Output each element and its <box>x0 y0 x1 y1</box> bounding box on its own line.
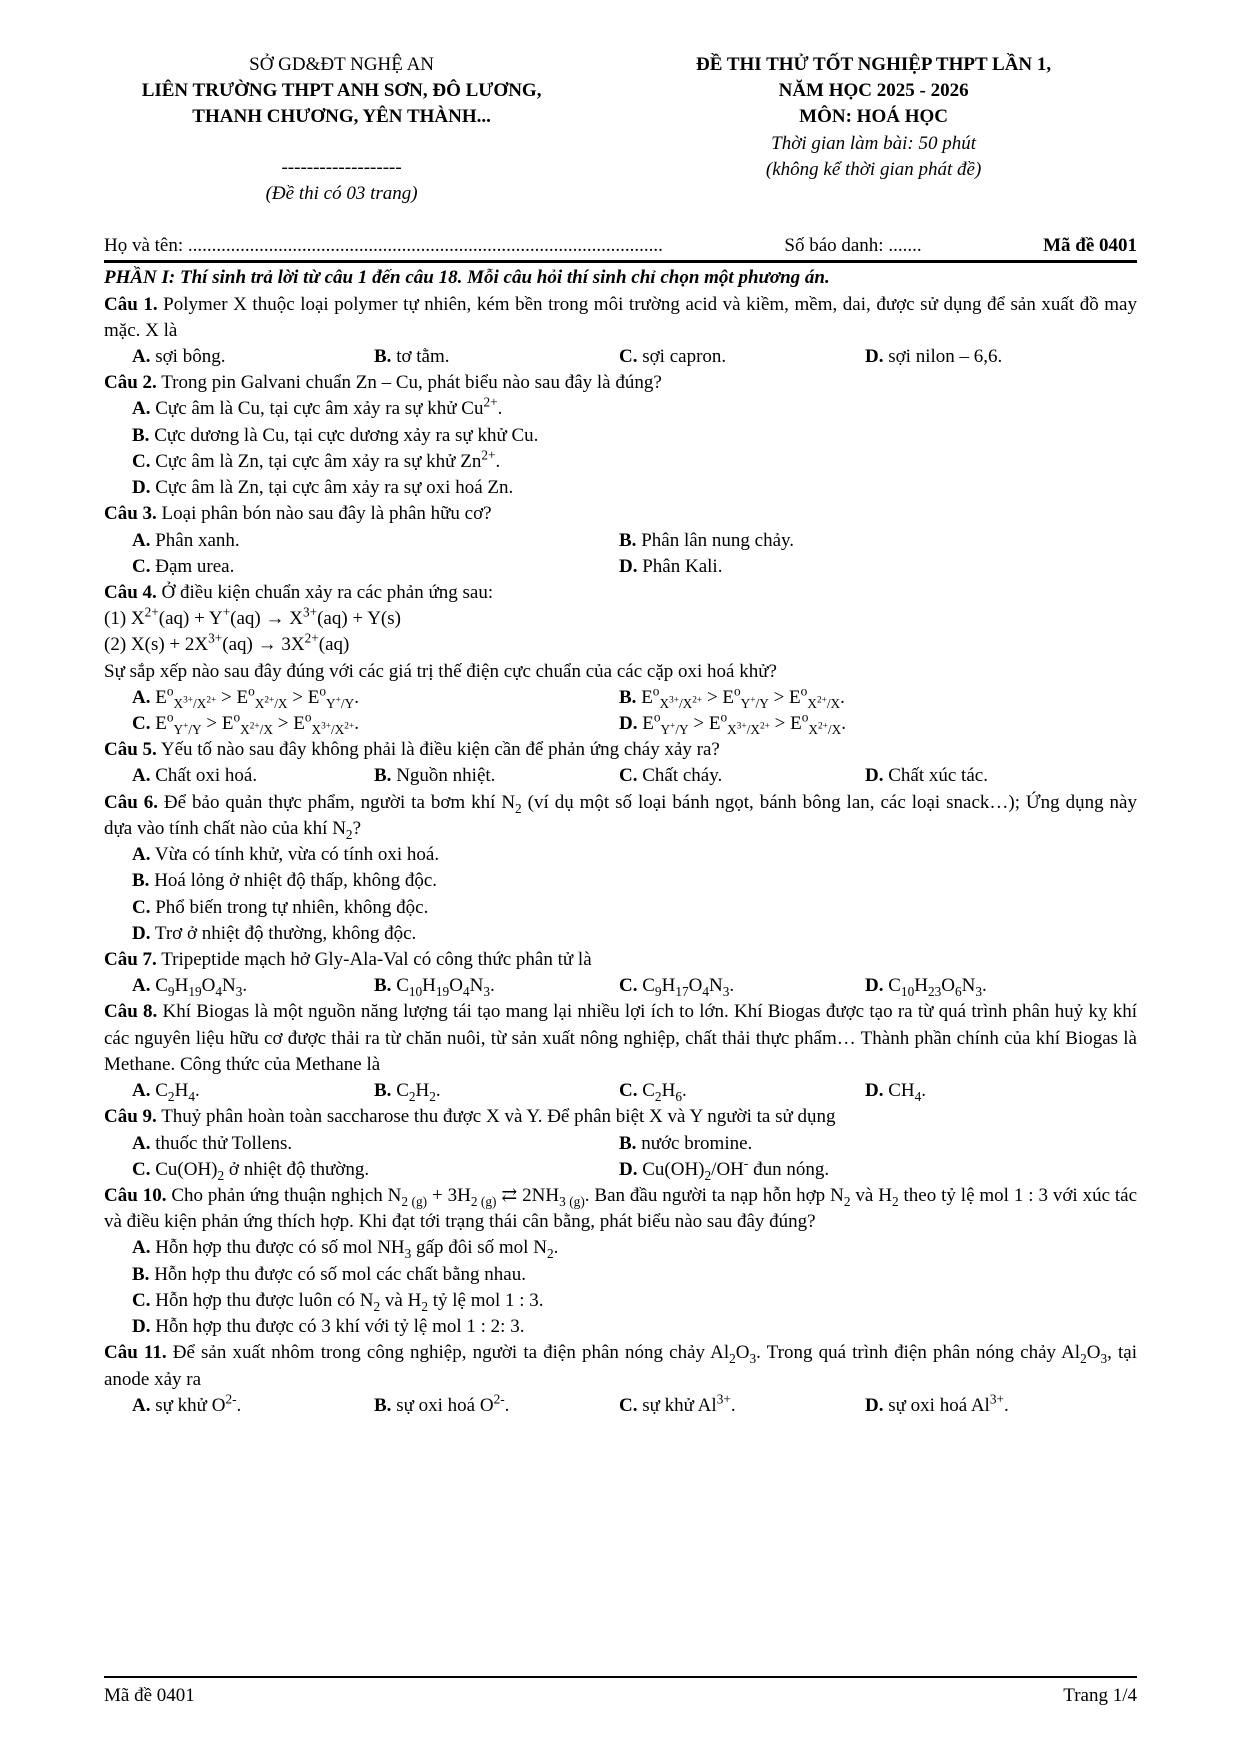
option-B: B. tơ tằm. <box>374 345 450 367</box>
exam-code-badge: Mã đề 0401 <box>1043 235 1137 257</box>
question-extra-line: (1) $X^{2+}(aq) + Y^+(aq) \to X^{3+}(aq) + Y(s)$ <box>104 604 401 630</box>
page-footer <box>104 1676 1137 1709</box>
option-D: D. $Cu(OH)_2/OH^-$ đun nóng. <box>619 1155 830 1183</box>
option-C: C. sợi capron. <box>619 345 727 367</box>
option-A: A. Vừa có tính khử, vừa có tính oxi hoá. <box>132 844 440 866</box>
header-rule <box>104 260 1137 263</box>
question-6 <box>104 790 1137 947</box>
options-group <box>132 685 1137 737</box>
option-A: A. sợi bông. <box>132 345 226 367</box>
department-name: SỞ GD&ĐT NGHỆ AN <box>249 54 435 75</box>
option-D: D. Trơ ở nhiệt độ thường, không độc. <box>132 922 417 944</box>
question-text: Câu 9. Thuỷ phân hoàn toàn saccharose thu được X và Y. Để phân biệt X và Y người ta sử dụng <box>104 1106 836 1128</box>
question-9 <box>104 1104 1137 1183</box>
option-C: C. Hỗn hợp thu được luôn có $N_2$ và $H_2$ tỷ lệ mol 1 : 3. <box>132 1289 544 1314</box>
option-C: C. Phổ biến trong tự nhiên, không độc. <box>132 896 429 918</box>
question-text: Câu 11. Để sản xuất nhôm trong công nghiệp, người ta điện phân nóng chảy $Al_2O_3$. Trong quá trình điện phân nóng chảy $Al_2O_3$, tại anode xảy ra <box>104 1342 1138 1390</box>
option-B: B. Hỗn hợp thu được có số mol các chất bằng nhau. <box>132 1263 526 1285</box>
divider-dashes: ------------------- <box>281 156 402 178</box>
option-A: A. Hỗn hợp thu được có số mol $NH_3$ gấp đôi số mol $N_2$. <box>132 1237 559 1262</box>
option-B: B. $E^o_{X^{3+}/X^{2+}} > E^o_{Y^+/Y} > E^o_{X^{2+}/X}$. <box>619 683 845 711</box>
questions-container <box>104 292 1137 1419</box>
exam-duration: Thời gian làm bài: 50 phút <box>771 132 977 154</box>
option-B: B. sự oxi hoá $O^{2-}$. <box>374 1391 510 1416</box>
option-A: A. Chất oxi hoá. <box>132 765 258 787</box>
option-B: B. Nguồn nhiệt. <box>374 765 496 787</box>
question-text: Câu 7. Tripeptide mạch hở Gly-Ala-Val có công thức phân tử là <box>104 949 592 970</box>
question-7 <box>104 947 1137 999</box>
header-right-block <box>610 52 1137 207</box>
option-D: D. $C_{10}H_{23}O_6N_3$. <box>865 975 987 1000</box>
option-B: B. $C_{10}H_{19}O_4N_3$. <box>374 975 495 1000</box>
options-group <box>132 1131 1137 1183</box>
footer-exam-code: Mã đề 0401 <box>104 1684 195 1706</box>
question-text: Câu 5. Yếu tố nào sau đây không phải là điều kiện cần để phản ứng cháy xảy ra? <box>104 739 720 761</box>
option-C: C. Đạm urea. <box>132 555 235 577</box>
question-5 <box>104 737 1137 789</box>
option-C: C. Cực âm là Zn, tại cực âm xảy ra sự khử $Zn^{2+}$. <box>132 447 501 472</box>
question-2 <box>104 370 1137 501</box>
question-text: Câu 4. Ở điều kiện chuẩn xảy ra các phản ứng sau: <box>104 581 494 603</box>
question-11 <box>104 1340 1137 1419</box>
option-D: D. sự oxi hoá $Al^{3+}$. <box>865 1391 1009 1416</box>
option-B: B. nước bromine. <box>619 1132 753 1154</box>
option-C: C. $C_9H_{17}O_4N_3$. <box>619 975 735 1000</box>
option-B: B. Hoá lỏng ở nhiệt độ thấp, không độc. <box>132 870 438 892</box>
option-B: B. Phân lân nung chảy. <box>619 529 795 551</box>
question-8 <box>104 999 1137 1104</box>
option-C: C. Chất cháy. <box>619 765 723 787</box>
option-A: A. $C_2H_4$. <box>132 1080 200 1104</box>
option-A: A. thuốc thử Tollens. <box>132 1132 293 1154</box>
school-name-line1: LIÊN TRƯỜNG THPT ANH SƠN, ĐÔ LƯƠNG, <box>141 80 542 102</box>
options-group <box>132 1078 1137 1104</box>
options-group <box>104 396 1137 501</box>
option-C: C. $Cu(OH)_2$ ở nhiệt độ thường. <box>132 1158 370 1183</box>
options-group <box>132 528 1137 580</box>
option-A: A. $E^o_{X^{3+}/X^{2+}} > E^o_{X^{2+}/X} > E^o_{Y^+/Y}$. <box>132 683 359 711</box>
option-B: B. Cực dương là Cu, tại cực dương xảy ra sự khử Cu. <box>132 424 539 446</box>
options-group <box>132 763 1137 789</box>
option-A: A. Cực âm là Cu, tại cực âm xảy ra sự khử $Cu^{2+}$. <box>132 395 503 420</box>
options-group <box>104 1235 1137 1340</box>
exam-title-line2: NĂM HỌC 2025 - 2026 <box>778 80 969 102</box>
option-C: C. $E^o_{Y^+/Y} > E^o_{X^{2+}/X} > E^o_{X^{3+}/X^{2+}}$. <box>132 709 359 737</box>
option-D: D. sợi nilon – 6,6. <box>865 345 1003 367</box>
school-name-line2: THANH CHƯƠNG, YÊN THÀNH... <box>192 106 491 128</box>
exam-title-line1: ĐỀ THI THỬ TỐT NGHIỆP THPT LẦN 1, <box>696 54 1052 75</box>
candidate-info-line <box>104 233 1137 259</box>
footer-page-number: Trang 1/4 <box>1063 1684 1137 1706</box>
options-group <box>132 1393 1137 1419</box>
options-group <box>132 973 1137 999</box>
header-left-block <box>104 52 579 207</box>
option-C: C. $C_2H_6$. <box>619 1080 687 1104</box>
exam-duration-note: (không kể thời gian phát đề) <box>765 158 982 180</box>
question-text: Câu 1. Polymer X thuộc loại polymer tự nhiên, kém bền trong môi trường acid và kiềm, mềm, dai, được sử dụng để sản xuất đồ may mặc. X là <box>104 293 1137 341</box>
pages-note: (Đề thi có 03 trang) <box>265 182 418 204</box>
option-D: D. Cực âm là Zn, tại cực âm xảy ra sự oxi hoá Zn. <box>132 477 514 499</box>
option-D: D. Chất xúc tác. <box>865 765 988 787</box>
question-4 <box>104 580 1137 737</box>
question-extra-line: Sự sắp xếp nào sau đây đúng với các giá trị thế điện cực chuẩn của các cặp oxi hoá khử? <box>104 660 777 682</box>
question-extra-line: (2) $X(s) + 2X^{3+}(aq) \to 3X^{2+}(aq)$ <box>104 631 350 656</box>
options-group <box>104 842 1137 947</box>
part1-heading: PHẦN I: Thí sinh trả lời từ câu 1 đến câu 18. Mỗi câu hỏi thí sinh chỉ chọn một phương án. <box>104 267 830 289</box>
question-3 <box>104 501 1137 580</box>
question-text: Câu 6. Để bảo quản thực phẩm, người ta bơm khí $N_2$ (ví dụ một số loại bánh ngọt, bánh bông lan, các loại snack…); Ứng dụng này dựa vào tính chất nào của khí $N_2$? <box>104 791 1137 842</box>
question-text: Câu 10. Cho phản ứng thuận nghịch $N_{2 (g)} + 3H_{2 (g)}$ ⇄ $2NH_{3 (g)}$. Ban đầu người ta nạp hỗn hợp $N_2$ và $H_2$ theo tỷ lệ mol 1 : 3 với xúc tác và điều kiện phản ứng thích hợp. Khi đạt tới trạng thái cân bằng, phát biểu nào sau đây đúng? <box>104 1184 1138 1233</box>
option-C: C. sự khử $Al^{3+}$. <box>619 1391 736 1416</box>
question-text: Câu 8. Khí Biogas là một nguồn năng lượng tái tạo mang lại nhiều lợi ích to lớn. Khí Biogas được tạo ra từ quá trình phân huỷ kỵ khí các nguyên liệu hữu cơ được thải ra từ chăn nuôi, từ sản xuất nông nghiệp, chất thải thực phẩm… Thành phần chính của khí Biogas là Methane. Công thức của Methane là <box>104 1001 1137 1075</box>
candidate-name-field: Họ và tên: .................................................................................................... <box>104 235 663 257</box>
candidate-number-field: Số báo danh: ....... <box>784 235 922 257</box>
options-group <box>132 344 1137 370</box>
option-A: A. sự khử $O^{2-}$. <box>132 1391 242 1416</box>
exam-header <box>104 52 1137 207</box>
option-D: D. $E^o_{Y^+/Y} > E^o_{X^{3+}/X^{2+}} > E^o_{X^{2+}/X}$. <box>619 709 846 737</box>
option-D: D. $CH_4$. <box>865 1080 927 1104</box>
option-A: A. $C_9H_{19}O_4N_3$. <box>132 975 248 1000</box>
option-D: D. Phân Kali. <box>619 555 723 577</box>
question-text: Câu 3. Loại phân bón nào sau đây là phân hữu cơ? <box>104 503 492 525</box>
exam-subject: MÔN: HOÁ HỌC <box>799 106 948 128</box>
option-A: A. Phân xanh. <box>132 529 240 551</box>
question-10 <box>104 1183 1137 1340</box>
option-D: D. Hỗn hợp thu được có 3 khí với tỷ lệ mol 1 : 2: 3. <box>132 1316 525 1338</box>
option-B: B. $C_2H_2$. <box>374 1080 441 1104</box>
question-1 <box>104 292 1137 371</box>
question-text: Câu 2. Trong pin Galvani chuẩn Zn – Cu, phát biểu nào sau đây là đúng? <box>104 372 662 394</box>
